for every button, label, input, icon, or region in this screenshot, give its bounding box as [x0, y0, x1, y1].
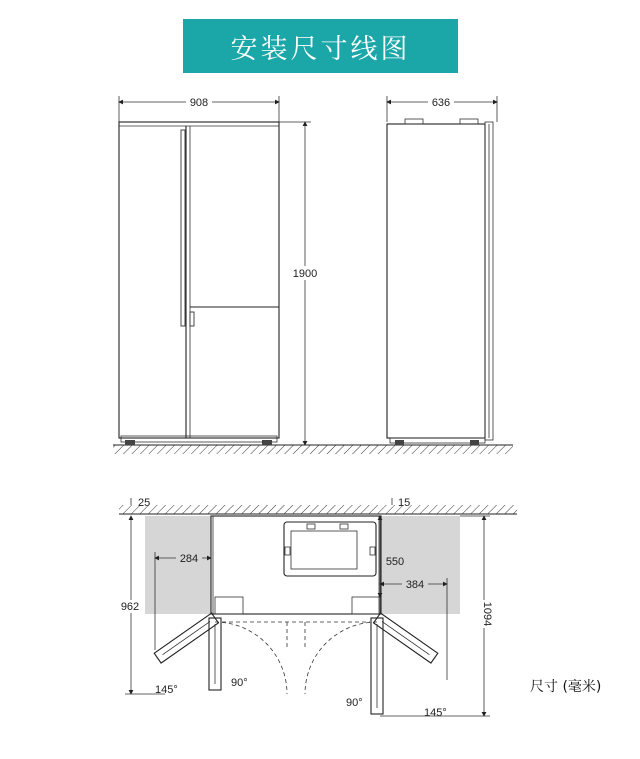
- right-door-arc: [305, 622, 377, 694]
- right-clearance-label: 15: [398, 497, 411, 509]
- lower-handle: [190, 312, 194, 326]
- front-view: [113, 96, 513, 454]
- top-view: [118, 497, 517, 719]
- right-inner-label: 384: [405, 579, 425, 591]
- right-door-90: [371, 618, 383, 714]
- panel-tab-1: [307, 524, 315, 529]
- depth-label: 636: [431, 97, 451, 109]
- panel-tab-3: [285, 547, 290, 555]
- compressor-panel-inner: [291, 531, 357, 569]
- page-title: 安装尺寸线图: [230, 33, 411, 65]
- left-clearance-label: 25: [138, 497, 151, 509]
- compressor-panel: [284, 522, 376, 576]
- closed-door-inner: [287, 622, 305, 650]
- side-view: [387, 96, 497, 445]
- right-hinge-block: [352, 597, 380, 614]
- height-label: 1900: [292, 268, 318, 280]
- fridge-side-body: [387, 124, 485, 438]
- right-angle-inner-label: 90°: [346, 697, 363, 709]
- panel-tab-2: [340, 524, 348, 529]
- left-inner-label: 284: [179, 553, 199, 565]
- top-hinge-2: [460, 119, 478, 124]
- left-door-arc: [215, 622, 287, 694]
- fridge-front-body: [119, 122, 279, 438]
- wall-hatch: [119, 505, 517, 514]
- left-angle-outer-label: 145°: [155, 684, 178, 696]
- panel-tab-4: [370, 547, 375, 555]
- side-foot-left: [395, 440, 404, 445]
- side-foot-right: [470, 440, 479, 445]
- front-foot-right: [262, 440, 272, 445]
- left-hinge-block: [215, 597, 243, 614]
- top-hinge-1: [405, 119, 423, 124]
- floor-hatch: [113, 445, 513, 454]
- unit-label: 尺寸 (毫米): [530, 679, 602, 695]
- left-angle-inner-label: 90°: [231, 677, 248, 689]
- right-depth-label: 550: [385, 556, 405, 568]
- right-total-label: 1094: [481, 601, 493, 627]
- width-label: 908: [189, 97, 209, 109]
- front-foot-left: [125, 440, 135, 445]
- right-angle-outer-label: 145°: [424, 707, 447, 719]
- left-total-label: 962: [120, 601, 140, 613]
- left-handle: [181, 130, 185, 326]
- front-base: [121, 436, 277, 442]
